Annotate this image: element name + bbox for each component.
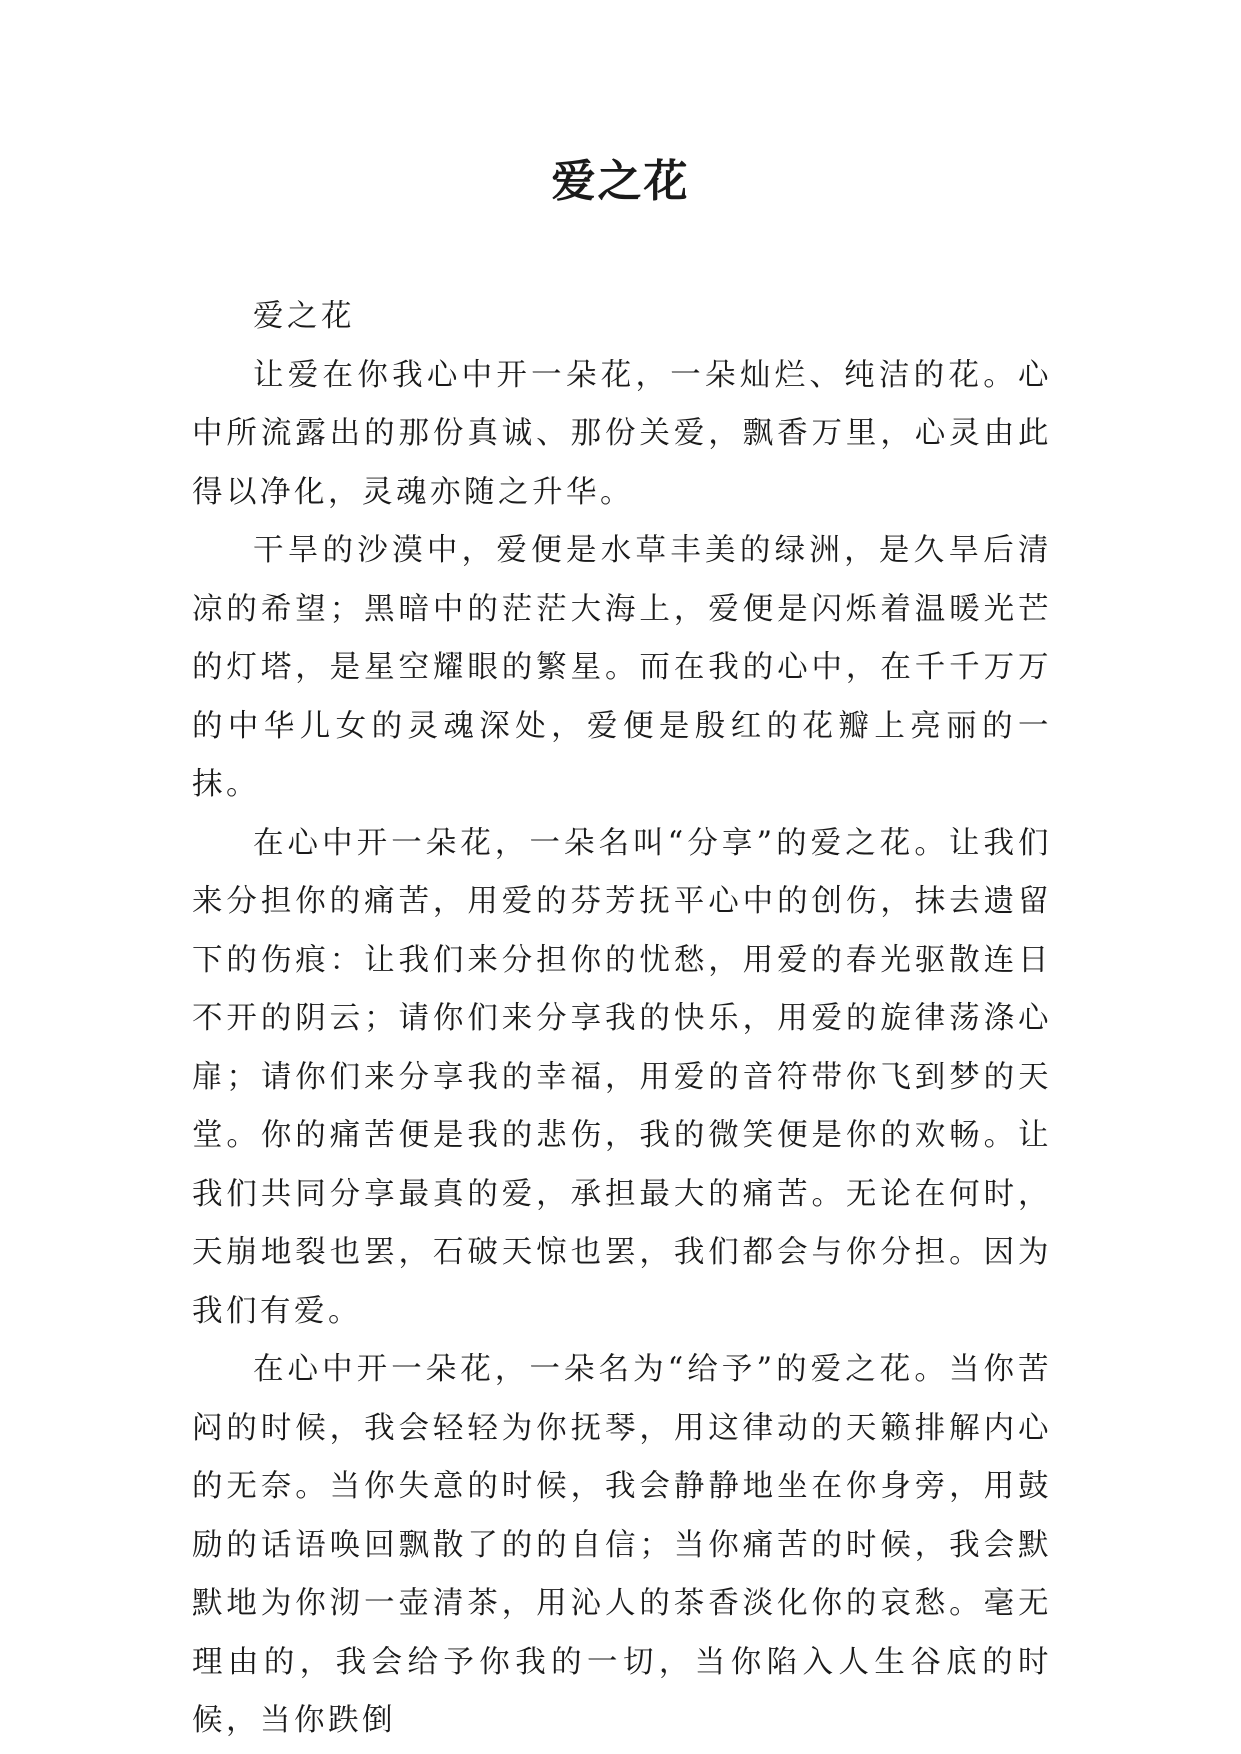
paragraph-desert: 干旱的沙漠中，爱便是水草丰美的绿洲，是久旱后清凉的希望；黑暗中的茫茫大海上，爱便是闪烁着温暖光芒的灯塔，是星空耀眼的繁星。而在我的心中，在千千万万的中华儿女的灵魂深处，爱便是殷红的花瓣上亮丽的一抹。 [192, 533, 1052, 802]
paragraph-sharing: 在心中开一朵花，一朵名叫“分享”的爱之花。让我们来分担你的痛苦，用爱的芬芳抚平心中的创伤，抹去遗留下的伤痕：让我们来分担你的忧愁，用爱的春光驱散连日不开的阴云；请你们来分享我的快乐，用爱的旋律荡涤心扉；请你们来分享我的幸福，用爱的音符带你飞到梦的天堂。你的痛苦便是我的悲伤，我的微笑便是你的欢畅。让我们共同分享最真的爱，承担最大的痛苦。无论在何时，天崩地裂也罢，石破天惊也罢，我们都会与你分担。因为我们有爱。 [192, 825, 1052, 1329]
paragraph-intro: 让爱在你我心中开一朵花，一朵灿烂、纯洁的花。心中所流露出的那份真诚、那份关爱，飘香万里，心灵由此得以净化，灵魂亦随之升华。 [192, 357, 1052, 510]
document-body [192, 288, 1052, 1751]
paragraph-subtitle: 爱之花 [253, 299, 355, 334]
document-title: 爱之花 [551, 156, 690, 207]
paragraph-giving: 在心中开一朵花，一朵名为“给予”的爱之花。当你苦闷的时候，我会轻轻为你抚琴，用这律动的天籁排解内心的无奈。当你失意的时候，我会静静地坐在你身旁，用鼓励的话语唤回飘散了的的自信；当你痛苦的时候，我会默默地为你沏一壶清茶，用沁人的茶香淡化你的哀愁。毫无理由的，我会给予你我的一切，当你陷入人生谷底的时候，当你跌倒 [192, 1352, 1052, 1738]
